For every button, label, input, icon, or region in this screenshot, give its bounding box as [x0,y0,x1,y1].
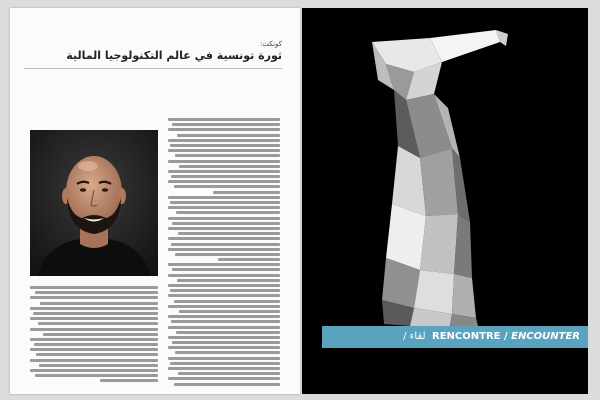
banner-english-label: ENCOUNTER [511,331,580,342]
banner-french-label: RENCONTRE / [432,331,508,342]
article-title: ثورة تونسية في عالم التكنولوجيا المالية [66,49,282,62]
banner-arabic-label: / لقاء [403,331,426,342]
body-column-right [168,118,280,388]
article-kicker: كونكت: [260,40,282,48]
body-column-left [30,286,158,391]
right-page [302,8,588,394]
left-page [10,8,300,394]
title-divider [24,68,282,69]
portrait-photo [30,130,158,276]
article-lead [24,78,282,116]
portrait-illustration [30,130,158,276]
section-banner-text [403,331,580,342]
section-banner [322,326,588,348]
